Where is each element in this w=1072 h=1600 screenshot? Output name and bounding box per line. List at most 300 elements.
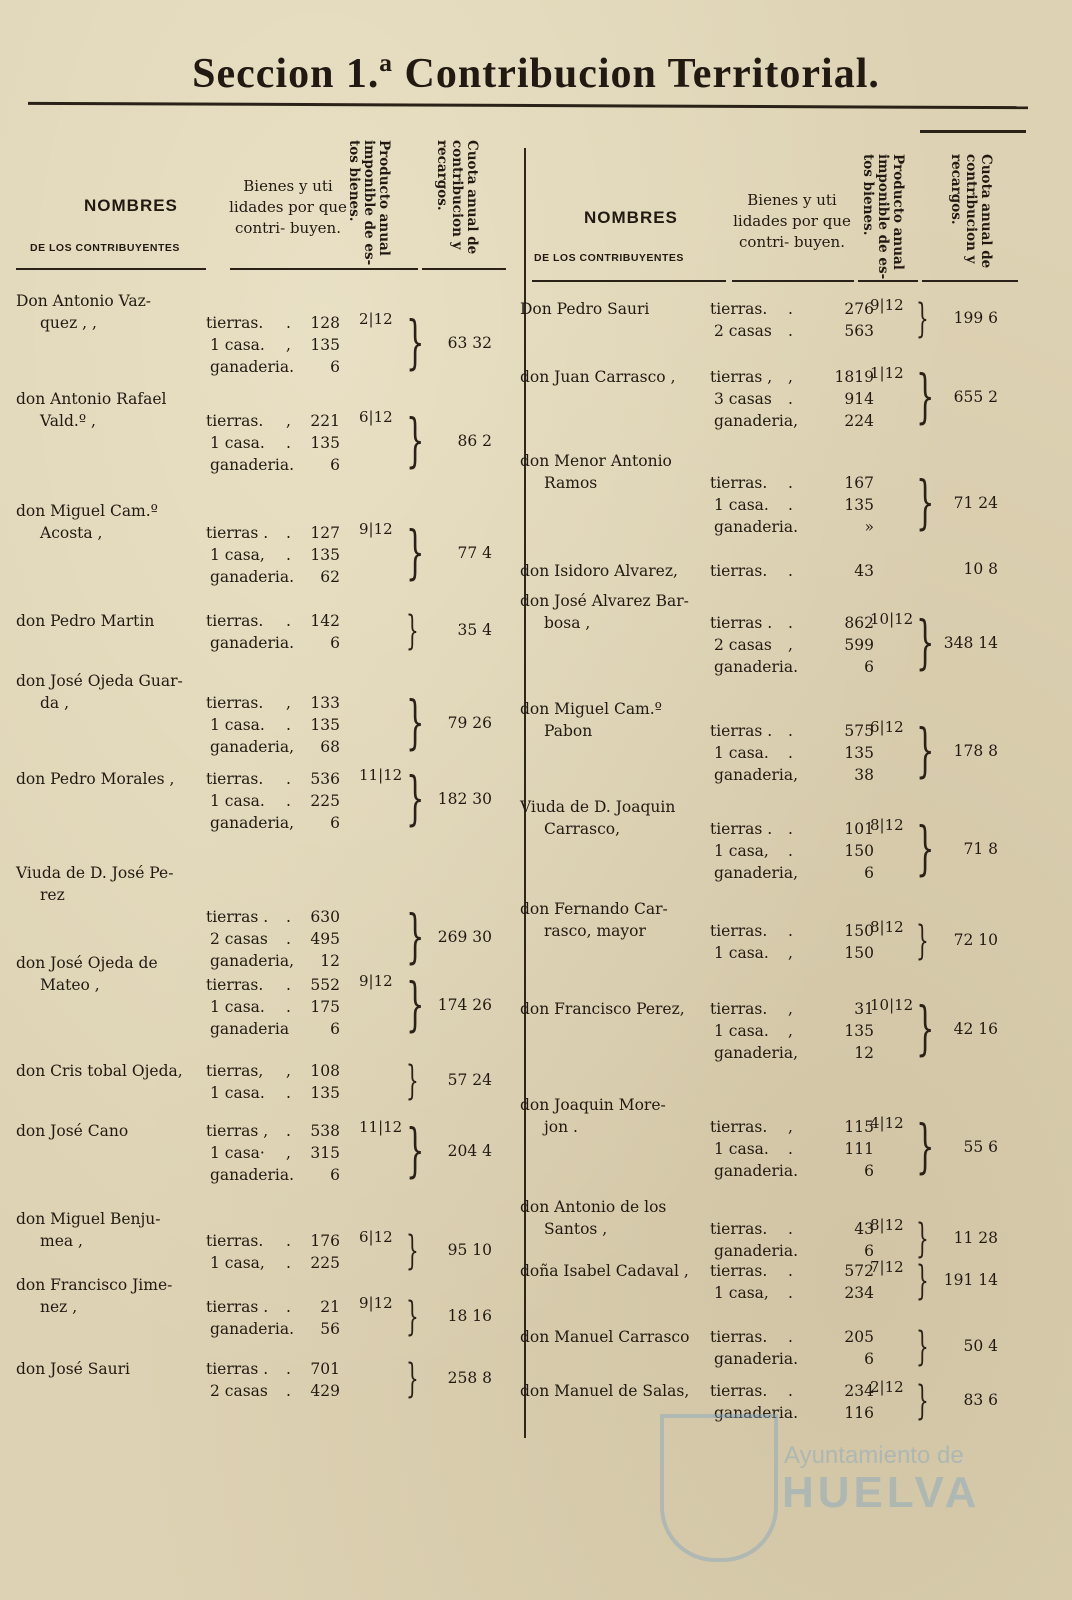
bien-value: 68 <box>320 738 340 756</box>
bien-value: 575 <box>844 722 874 740</box>
cuota-anual: 50 4 <box>963 1337 998 1355</box>
producto-anual: 2|12 <box>870 1378 904 1396</box>
header-nombres: NOMBRES <box>584 208 678 227</box>
bien-value: 862 <box>844 614 874 632</box>
bien-line <box>520 764 910 786</box>
name-line: don Miguel Benju- <box>16 1210 161 1228</box>
bien-line <box>520 612 910 634</box>
bien-label: ganaderia. <box>714 1242 799 1260</box>
bien-value: 572 <box>844 1262 874 1280</box>
bien-line <box>520 1348 910 1370</box>
bien-value: 234 <box>844 1382 874 1400</box>
bien-label: tierras. <box>710 1328 768 1346</box>
right-column <box>520 140 1020 1480</box>
bien-line <box>16 312 406 334</box>
bien-separator: . <box>788 300 793 318</box>
producto-anual: 11|12 <box>359 766 403 784</box>
name-line: Acosta , <box>40 524 103 542</box>
bien-value: 234 <box>844 1284 874 1302</box>
bien-label: tierras . <box>206 908 269 926</box>
bien-separator: . <box>788 474 793 492</box>
bien-line <box>16 632 406 654</box>
bien-separator: , <box>286 336 291 354</box>
bien-label: tierras. <box>710 1382 768 1400</box>
bien-value: 43 <box>854 1220 874 1238</box>
bien-value: 31 <box>854 1000 874 1018</box>
bien-line <box>520 1326 910 1348</box>
bien-value: 150 <box>844 842 874 860</box>
name-line: Don Antonio Vaz- <box>16 292 152 310</box>
cuota-anual: 35 4 <box>457 621 492 639</box>
name-line: don Joaquin More- <box>520 1096 666 1114</box>
bien-value: 563 <box>844 322 874 340</box>
bien-line <box>16 566 406 588</box>
name-line: don Isidoro Alvarez, <box>520 562 678 580</box>
bien-label: ganaderia. <box>210 1320 295 1338</box>
bien-label: tierras. <box>710 300 768 318</box>
bien-line <box>16 714 406 736</box>
bien-value: 205 <box>844 1328 874 1346</box>
bien-label: tierras. <box>206 694 264 712</box>
bien-line <box>520 1240 910 1262</box>
bien-label: tierras . <box>206 524 269 542</box>
grouping-brace: } <box>406 764 425 832</box>
left-table-header <box>16 140 506 280</box>
header-rule <box>230 268 342 270</box>
bien-value: 101 <box>844 820 874 838</box>
grouping-brace: } <box>916 994 935 1062</box>
bien-label: 1 casa, <box>714 842 769 860</box>
bien-label: ganaderia. <box>210 1166 295 1184</box>
bien-label: 1 casa. <box>714 1140 769 1158</box>
cuota-anual: 348 14 <box>943 634 998 652</box>
grouping-brace: } <box>406 518 425 586</box>
bien-line <box>520 1138 910 1160</box>
producto-anual: 10|12 <box>870 610 914 628</box>
bien-label: ganaderia. <box>714 518 799 536</box>
bien-label: 1 casa. <box>210 716 265 734</box>
bien-label: ganaderia, <box>210 952 295 970</box>
name-line: don Antonio Rafael <box>16 390 167 408</box>
bien-value: 225 <box>310 792 340 810</box>
header-cuota: Cuota anual de contribucion y recargos. <box>434 140 480 255</box>
bien-label: ganaderia. <box>714 1404 799 1422</box>
bien-separator: . <box>788 1284 793 1302</box>
grouping-brace: } <box>916 1112 935 1180</box>
bien-label: ganaderia <box>210 1020 290 1038</box>
bien-label: 1 casa. <box>714 496 769 514</box>
cuota-anual: 174 26 <box>437 996 492 1014</box>
bien-separator: . <box>788 390 793 408</box>
bien-separator: . <box>788 322 793 340</box>
bien-separator: . <box>286 1084 291 1102</box>
grouping-brace: } <box>916 296 929 342</box>
bien-label: 1 casa. <box>210 1084 265 1102</box>
bien-label: 2 casas <box>714 636 772 654</box>
name-line: Pabon <box>544 722 593 740</box>
cuota-anual: 269 30 <box>437 928 492 946</box>
bien-line <box>16 768 406 790</box>
bien-label: tierras . <box>710 722 773 740</box>
header-nombres: NOMBRES <box>84 196 178 215</box>
bien-line <box>520 818 910 840</box>
bien-line <box>520 410 910 432</box>
bien-separator: . <box>788 562 793 580</box>
producto-anual: 9|12 <box>359 972 393 990</box>
name-line: don Francisco Perez, <box>520 1000 685 1018</box>
bien-label: ganaderia. <box>714 658 799 676</box>
bien-separator: , <box>286 1144 291 1162</box>
bien-label: tierras. <box>206 612 264 630</box>
producto-anual: 1|12 <box>870 364 904 382</box>
bien-separator: . <box>788 1382 793 1400</box>
bien-separator: , <box>286 412 291 430</box>
cuota-anual: 95 10 <box>447 1241 492 1259</box>
cuota-anual: 182 30 <box>437 790 492 808</box>
bien-separator: . <box>286 998 291 1016</box>
bien-separator: , <box>788 1118 793 1136</box>
bien-value: 175 <box>310 998 340 1016</box>
bien-label: tierras. <box>710 562 768 580</box>
bien-label: 1 casa, <box>210 546 265 564</box>
name-line: rasco, mayor <box>544 922 646 940</box>
bien-label: tierras. <box>710 1118 768 1136</box>
bien-separator: . <box>286 716 291 734</box>
bien-label: ganaderia. <box>210 568 295 586</box>
bien-value: 135 <box>844 496 874 514</box>
bien-separator: , <box>788 944 793 962</box>
bien-value: 315 <box>310 1144 340 1162</box>
producto-anual: 10|12 <box>870 996 914 1014</box>
cuota-anual: 11 28 <box>953 1229 998 1247</box>
bien-label: ganaderia, <box>210 738 295 756</box>
bien-separator: . <box>286 1382 291 1400</box>
bien-value: 6 <box>330 814 340 832</box>
grouping-brace: } <box>916 1378 929 1424</box>
bien-line <box>520 1260 910 1282</box>
bien-label: ganaderia. <box>210 456 295 474</box>
cuota-anual: 86 2 <box>457 432 492 450</box>
cuota-anual: 79 26 <box>447 714 492 732</box>
bien-value: 135 <box>310 434 340 452</box>
header-bienes: Bienes y uti lidades por que contri- buyen. <box>229 177 347 237</box>
bien-value: 150 <box>844 922 874 940</box>
bien-label: 2 casas <box>210 1382 268 1400</box>
bien-value: 6 <box>864 658 874 676</box>
bien-line <box>520 720 910 742</box>
bien-label: ganaderia, <box>714 412 799 430</box>
bien-line <box>520 840 910 862</box>
name-line: rez <box>40 886 65 904</box>
name-line: don Juan Carrasco , <box>520 368 676 386</box>
right-table-header <box>520 140 1020 280</box>
bien-line <box>16 996 406 1018</box>
bien-separator: . <box>286 546 291 564</box>
bien-separator: . <box>286 908 291 926</box>
bien-separator: . <box>788 744 793 762</box>
bien-value: 6 <box>330 634 340 652</box>
bien-line <box>16 334 406 356</box>
header-producto: Producto anual imponible de es- tos bienes. <box>346 140 392 266</box>
header-rule <box>16 268 206 270</box>
grouping-brace: } <box>406 1058 419 1104</box>
name-line: Carrasco, <box>544 820 621 838</box>
grouping-brace: } <box>406 902 425 970</box>
name-line: bosa , <box>544 614 591 632</box>
producto-anual: 6|12 <box>359 408 393 426</box>
cuota-anual: 63 32 <box>447 334 492 352</box>
cuota-anual: 72 10 <box>953 931 998 949</box>
bien-label: ganaderia. <box>210 358 295 376</box>
bien-line <box>520 1160 910 1182</box>
bien-line <box>16 522 406 544</box>
bien-label: ganaderia, <box>714 766 799 784</box>
cuota-anual: 258 8 <box>447 1369 492 1387</box>
watermark <box>660 1404 1030 1594</box>
grouping-brace: } <box>406 688 425 756</box>
bien-line <box>16 1142 406 1164</box>
bien-separator: . <box>286 1298 291 1316</box>
header-producto: Producto anual imponible de es- tos bienes. <box>860 154 906 280</box>
cuota-anual: 655 2 <box>953 388 998 406</box>
grouping-brace: } <box>916 1258 929 1304</box>
bien-value: 6 <box>864 1242 874 1260</box>
producto-anual: 8|12 <box>870 918 904 936</box>
cuota-anual: 57 24 <box>447 1071 492 1089</box>
bien-line <box>520 1380 910 1402</box>
bien-value: 599 <box>844 636 874 654</box>
bien-separator: . <box>788 614 793 632</box>
cuota-anual: 83 6 <box>963 1391 998 1409</box>
title-rule-short <box>920 130 1026 133</box>
header-rule <box>732 280 854 282</box>
bien-line <box>16 1082 406 1104</box>
bien-line <box>520 366 910 388</box>
bien-separator: . <box>286 792 291 810</box>
bien-line <box>520 862 910 884</box>
bien-value: 538 <box>310 1122 340 1140</box>
name-line: Ramos <box>544 474 598 492</box>
name-line: da , <box>40 694 70 712</box>
bien-label: tierras. <box>206 1232 264 1250</box>
bien-line <box>520 298 910 320</box>
bien-label: 1 casa. <box>210 792 265 810</box>
bien-line <box>520 320 910 342</box>
bien-value: 135 <box>844 1022 874 1040</box>
header-rule <box>532 280 726 282</box>
bien-line <box>16 692 406 714</box>
bien-separator: . <box>286 314 291 332</box>
bien-value: 1819 <box>834 368 874 386</box>
producto-anual: 2|12 <box>359 310 393 328</box>
bien-line <box>520 942 910 964</box>
producto-anual: 11|12 <box>359 1118 403 1136</box>
cuota-anual: 42 16 <box>953 1020 998 1038</box>
bien-value: » <box>864 518 874 536</box>
bien-line <box>16 610 406 632</box>
bien-separator: . <box>788 1262 793 1280</box>
bien-separator: , <box>286 1062 291 1080</box>
bien-value: 6 <box>330 358 340 376</box>
bien-value: 630 <box>310 908 340 926</box>
bien-label: tierras . <box>206 1298 269 1316</box>
cuota-anual: 204 4 <box>447 1142 492 1160</box>
bien-line <box>16 1230 406 1252</box>
bien-value: 135 <box>310 336 340 354</box>
bien-line <box>16 410 406 432</box>
cuota-anual: 18 16 <box>447 1307 492 1325</box>
producto-anual: 9|12 <box>870 296 904 314</box>
bien-value: 115 <box>844 1118 874 1136</box>
bien-separator: , <box>788 1000 793 1018</box>
bien-separator: . <box>788 1140 793 1158</box>
cuota-anual: 71 8 <box>963 840 998 858</box>
header-rule <box>338 268 418 270</box>
bien-value: 6 <box>864 1350 874 1368</box>
bien-label: tierras. <box>206 412 264 430</box>
name-line: don Miguel Cam.º <box>16 502 158 520</box>
cuota-anual: 199 6 <box>953 309 998 327</box>
name-line: quez , , <box>40 314 97 332</box>
bien-line <box>16 736 406 758</box>
producto-anual: 8|12 <box>870 816 904 834</box>
bien-line <box>520 634 910 656</box>
name-line: don Pedro Morales , <box>16 770 175 788</box>
bien-separator: . <box>286 1122 291 1140</box>
bien-label: ganaderia. <box>714 1162 799 1180</box>
bien-label: 1 casa, <box>210 1254 265 1272</box>
name-line: don Pedro Martin <box>16 612 155 630</box>
name-line: Viuda de D. José Pe- <box>16 864 174 882</box>
bien-label: ganaderia, <box>210 814 295 832</box>
bien-value: 914 <box>844 390 874 408</box>
bien-separator: . <box>286 1254 291 1272</box>
grouping-brace: } <box>406 1294 419 1340</box>
bien-label: 1 casa. <box>210 336 265 354</box>
bien-line <box>16 544 406 566</box>
name-line: don Manuel Carrasco <box>520 1328 690 1346</box>
bien-line <box>16 790 406 812</box>
bien-line <box>520 656 910 678</box>
name-line: don Manuel de Salas, <box>520 1382 690 1400</box>
bien-label: 3 casas <box>714 390 772 408</box>
bien-label: tierras. <box>206 976 264 994</box>
producto-anual: 6|12 <box>359 1228 393 1246</box>
bien-label: tierras. <box>710 1220 768 1238</box>
header-de-los-contribuyentes: DE LOS CONTRIBUYENTES <box>534 252 684 264</box>
bien-separator: . <box>286 930 291 948</box>
bien-separator: . <box>286 524 291 542</box>
bien-value: 225 <box>310 1254 340 1272</box>
bien-value: 56 <box>320 1320 340 1338</box>
cuota-anual: 191 14 <box>943 1271 998 1289</box>
grouping-brace: } <box>406 308 425 376</box>
name-line: don Miguel Cam.º <box>520 700 662 718</box>
grouping-brace: } <box>406 1356 419 1402</box>
producto-anual: 8|12 <box>870 1216 904 1234</box>
name-line: Don Pedro Sauri <box>520 300 650 318</box>
bien-line <box>520 920 910 942</box>
bien-separator: . <box>788 496 793 514</box>
bien-value: 150 <box>844 944 874 962</box>
header-rule <box>922 280 1018 282</box>
bien-value: 701 <box>310 1360 340 1378</box>
bien-value: 135 <box>310 546 340 564</box>
bien-line <box>16 1380 406 1402</box>
bien-label: tierras. <box>710 474 768 492</box>
bien-line <box>16 974 406 996</box>
left-column <box>16 140 506 1480</box>
title-rule <box>28 102 1028 109</box>
bien-value: 116 <box>844 1404 874 1422</box>
bien-line <box>520 494 910 516</box>
bien-separator: , <box>788 1022 793 1040</box>
name-line: don José Ojeda de <box>16 954 158 972</box>
bien-label: tierras . <box>206 1360 269 1378</box>
bien-value: 43 <box>854 562 874 580</box>
bien-value: 552 <box>310 976 340 994</box>
grouping-brace: } <box>916 362 935 430</box>
bien-separator: . <box>788 820 793 838</box>
bien-value: 12 <box>854 1044 874 1062</box>
bien-line <box>520 388 910 410</box>
bien-line <box>16 454 406 476</box>
bien-value: 6 <box>864 864 874 882</box>
bien-line <box>520 1282 910 1304</box>
header-cuota: Cuota anual de contribucion y recargos. <box>948 154 994 269</box>
bien-separator: . <box>788 1220 793 1238</box>
bien-value: 429 <box>310 1382 340 1400</box>
grouping-brace: } <box>406 608 419 654</box>
bien-line <box>520 472 910 494</box>
grouping-brace: } <box>406 406 425 474</box>
bien-value: 221 <box>310 412 340 430</box>
bien-separator: . <box>788 922 793 940</box>
bien-label: ganaderia. <box>714 1350 799 1368</box>
bien-separator: , <box>788 636 793 654</box>
producto-anual: 7|12 <box>870 1258 904 1276</box>
name-line: doña Isabel Cadaval , <box>520 1262 689 1280</box>
bien-line <box>520 516 910 538</box>
bien-value: 127 <box>310 524 340 542</box>
bien-line <box>520 742 910 764</box>
bien-separator: . <box>788 842 793 860</box>
bien-label: tierras , <box>710 368 773 386</box>
name-line: Santos , <box>544 1220 608 1238</box>
bien-line <box>520 1116 910 1138</box>
city-shield-icon <box>660 1414 778 1562</box>
bien-line <box>16 1296 406 1318</box>
bien-value: 38 <box>854 766 874 784</box>
bien-label: tierras , <box>206 1122 269 1140</box>
contribuyente-name <box>16 862 216 906</box>
bien-value: 128 <box>310 314 340 332</box>
bien-separator: . <box>286 1232 291 1250</box>
bien-value: 167 <box>844 474 874 492</box>
bien-label: 1 casa. <box>714 744 769 762</box>
bien-label: 1 casa. <box>210 998 265 1016</box>
bien-line <box>16 1018 406 1040</box>
bien-line <box>16 1252 406 1274</box>
bien-separator: . <box>286 976 291 994</box>
bien-value: 276 <box>844 300 874 318</box>
bien-value: 21 <box>320 1298 340 1316</box>
grouping-brace: } <box>406 970 425 1038</box>
bien-label: tierras. <box>710 922 768 940</box>
producto-anual: 9|12 <box>359 520 393 538</box>
bien-label: tierras. <box>710 1000 768 1018</box>
bien-label: ganaderia, <box>714 864 799 882</box>
